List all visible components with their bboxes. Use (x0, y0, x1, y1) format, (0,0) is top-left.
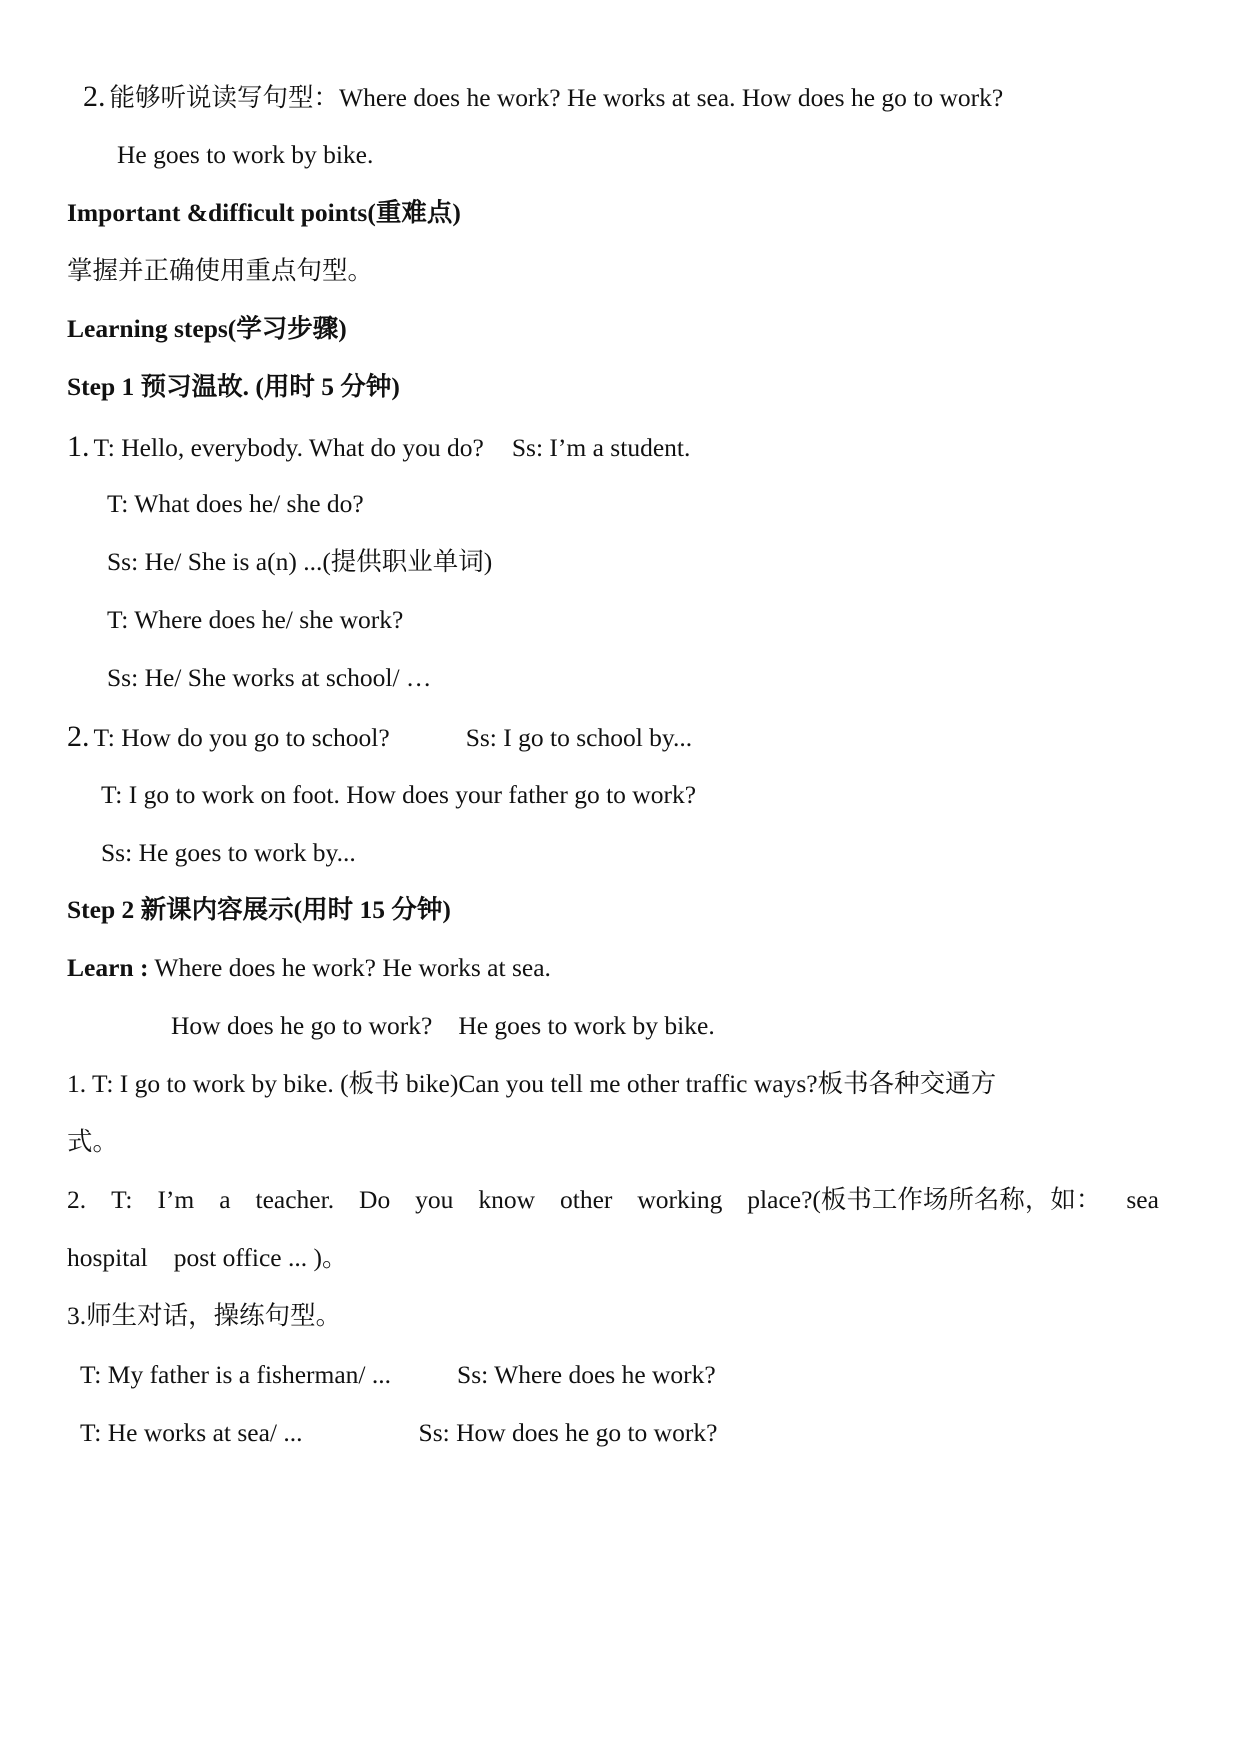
step-1-item-1-line-4: T: Where does he/ she work? (107, 605, 404, 634)
word: a (219, 1185, 231, 1214)
activity-1-line-1: 1. T: I go to work by bike. (板书 bike)Can you tell me other traffic ways?板书各种交通方 (67, 1069, 997, 1098)
place-post-office: post office ... )。 (173, 1243, 348, 1272)
word: know (478, 1185, 536, 1214)
dialog-line-2 (80, 1416, 717, 1450)
learn-label: Learn : (67, 953, 149, 982)
learn-line-1 (67, 951, 551, 985)
teacher-line: T: Hello, everybody. What do you do? (93, 433, 484, 462)
word: place?(板书工作场所名称，如： (747, 1185, 1102, 1214)
word: T: (111, 1185, 133, 1214)
learn-answer: He goes to work by bike. (458, 1011, 715, 1040)
students-line: Ss: How does he go to work? (418, 1418, 718, 1447)
objective-number: 2. (83, 80, 106, 113)
word: you (415, 1185, 454, 1214)
word: working (637, 1185, 723, 1214)
word: 2. (67, 1185, 87, 1214)
step-1-item-2-line-2: T: I go to work on foot. How does your father go to work? (101, 780, 697, 809)
learn-line-2 (171, 1009, 715, 1043)
activity-2-line-2 (67, 1241, 348, 1275)
item-number: 1. (67, 430, 90, 463)
step-1-item-2 (67, 720, 692, 755)
word: Do (359, 1185, 391, 1214)
activity-1-line-2: 式。 (67, 1127, 119, 1156)
learning-steps-heading: Learning steps(学习步骤) (67, 314, 347, 343)
teacher-line: T: My father is a fisherman/ ... (80, 1360, 392, 1389)
activity-3-heading: 3.师生对话，操练句型。 (67, 1301, 342, 1330)
learn-question: How does he go to work? (171, 1011, 433, 1040)
word: other (559, 1185, 613, 1214)
objective-2-line-1 (83, 80, 1003, 115)
step-1-heading: Step 1 预习温故. (用时 5 分钟) (67, 372, 400, 401)
step-2-heading: Step 2 新课内容展示(用时 15 分钟) (67, 895, 451, 924)
step-1-item-2-line-3: Ss: He goes to work by... (101, 838, 356, 867)
objective-text: 能够听说读写句型：Where does he work? He works at sea. How does he go to work? (109, 83, 1004, 112)
learn-text: Where does he work? He works at sea. (154, 953, 551, 982)
students-line: Ss: Where does he work? (457, 1360, 716, 1389)
important-points-heading: Important &difficult points(重难点) (67, 198, 461, 227)
students-line: Ss: I go to school by... (465, 723, 693, 752)
objective-2-line-2: He goes to work by bike. (117, 140, 374, 169)
dialog-line-1 (80, 1358, 716, 1392)
step-1-item-1-line-3: Ss: He/ She is a(n) ...(提供职业单词) (107, 547, 493, 576)
important-points-text: 掌握并正确使用重点句型。 (67, 256, 374, 285)
word: sea (1126, 1185, 1159, 1214)
step-1-item-1-line-5: Ss: He/ She works at school/ … (107, 663, 432, 692)
step-1-item-1-line-2: T: What does he/ she do? (107, 489, 364, 518)
word: teacher. (255, 1185, 335, 1214)
teacher-line: T: He works at sea/ ... (80, 1418, 303, 1447)
word: I’m (157, 1185, 195, 1214)
students-line: Ss: I’m a student. (511, 433, 691, 462)
teacher-line: T: How do you go to school? (93, 723, 390, 752)
step-1-item-1 (67, 430, 690, 465)
place-hospital: hospital (67, 1243, 148, 1272)
activity-2-line-1 (67, 1183, 1159, 1217)
item-number: 2. (67, 720, 90, 753)
